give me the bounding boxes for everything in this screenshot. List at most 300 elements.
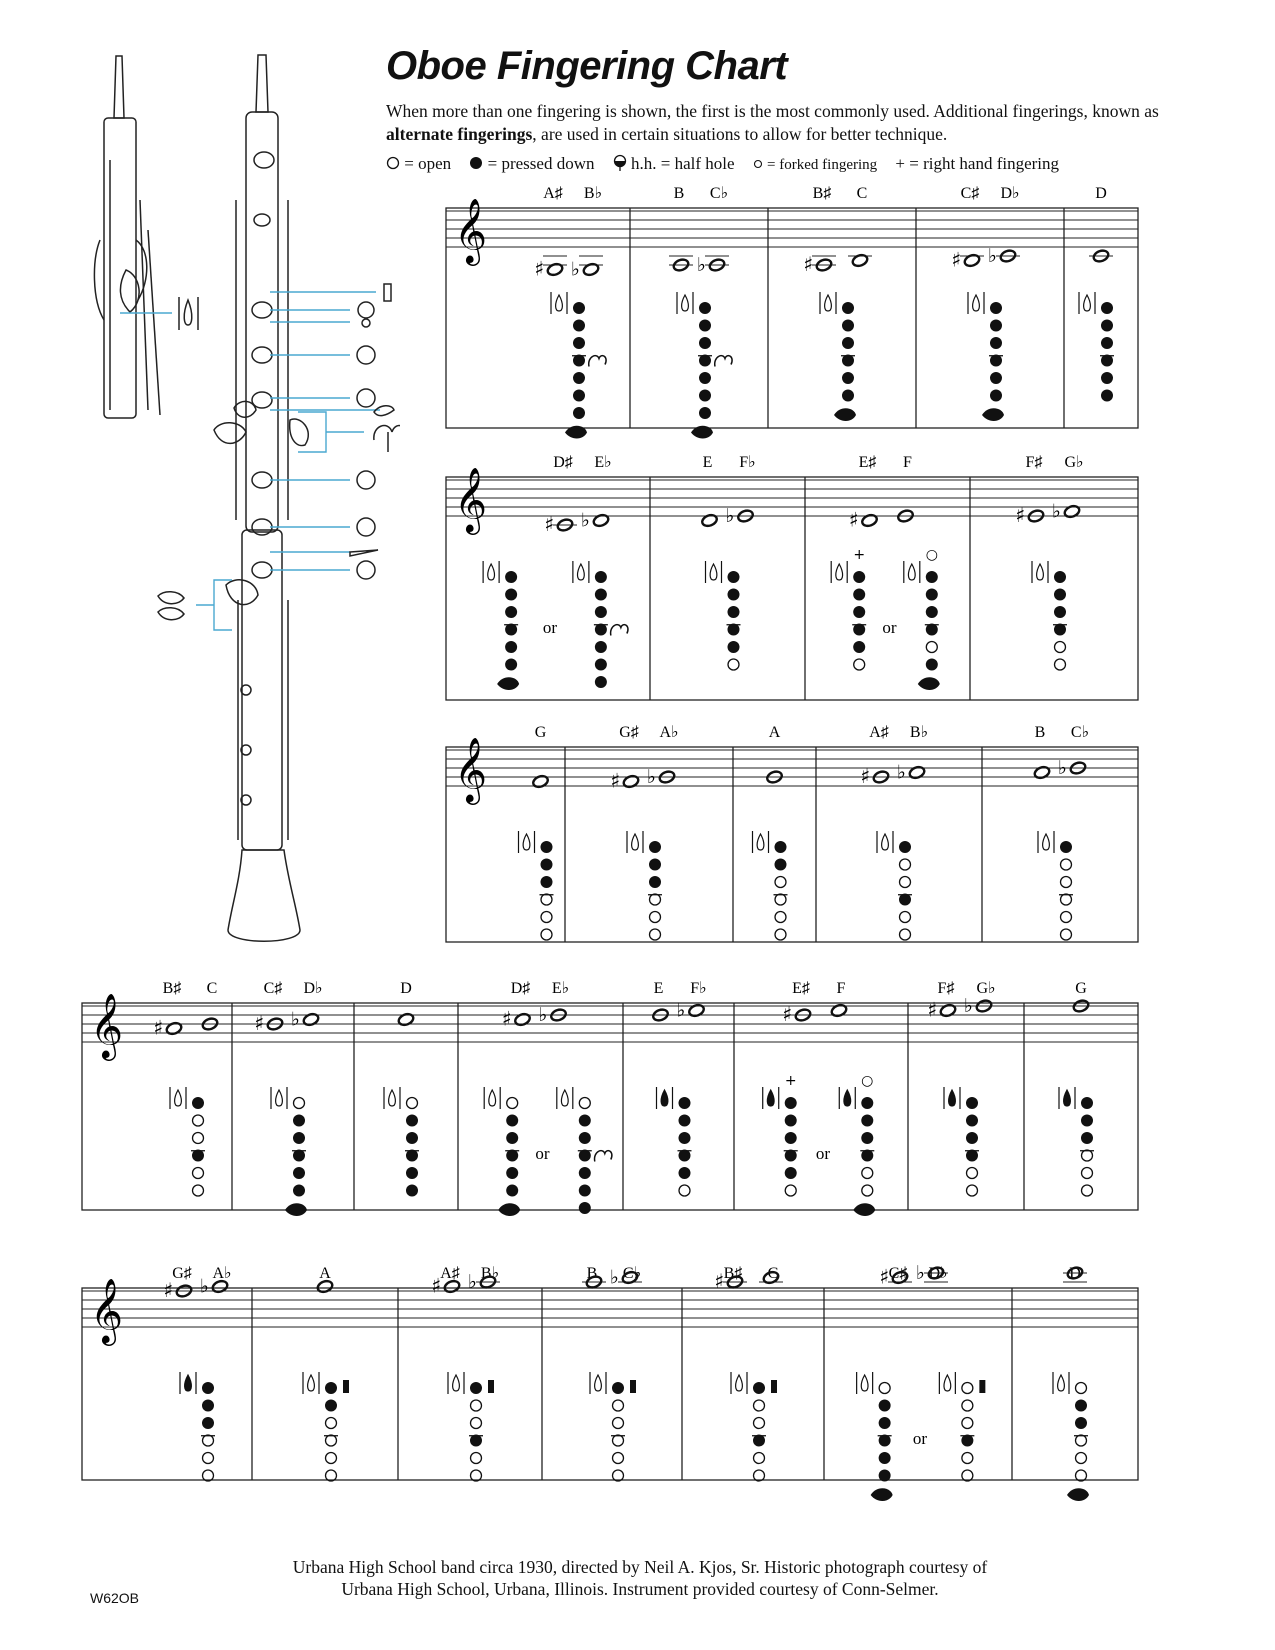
legend-pressed-label: = pressed down (487, 154, 595, 173)
pressed-hole (595, 659, 607, 671)
note-cell (650, 454, 756, 700)
open-hole (579, 1098, 590, 1109)
note-label: G♭ (1064, 454, 1084, 471)
octave-key-icon (595, 1375, 602, 1391)
open-hole (962, 1453, 973, 1464)
pressed-hole (406, 1132, 418, 1144)
pressed-hole (899, 894, 911, 906)
note-head (514, 1012, 532, 1027)
fingering-diagram (384, 1087, 419, 1197)
note-label: B (1034, 724, 1046, 741)
note-label: G (1075, 980, 1087, 997)
pressed-hole (1081, 1097, 1093, 1109)
open-hole (1076, 1470, 1087, 1481)
note-accidental: ♯ (534, 256, 544, 281)
note-label: F (836, 980, 846, 997)
open-hole (541, 912, 552, 923)
note-label: C♭ (622, 1265, 642, 1282)
open-hole (785, 1185, 796, 1196)
open-hole (326, 1435, 337, 1446)
octave-key-icon (488, 564, 495, 580)
fingering-diagram (753, 831, 788, 940)
low-key-icon (918, 677, 940, 690)
pressed-hole (853, 606, 865, 618)
treble-clef: 𝄞 (90, 993, 124, 1059)
fingering-mark: + (853, 547, 866, 563)
note-head (546, 262, 564, 277)
note-label: E (653, 980, 664, 997)
note-accidental: ♭ (697, 254, 706, 276)
octave-key-icon (1037, 564, 1044, 580)
pressed-hole (612, 1382, 624, 1394)
note-cell (519, 724, 554, 940)
pressed-hole (506, 1185, 518, 1197)
pressed-hole (406, 1167, 418, 1179)
treble-clef: 𝄞 (90, 1278, 124, 1344)
note-cell (252, 1265, 349, 1481)
octave-key-icon (949, 1090, 956, 1106)
open-hole (862, 1185, 873, 1196)
note-head (622, 774, 640, 789)
pressed-hole (879, 1452, 891, 1464)
fingering-diagram (557, 1087, 612, 1214)
pressed-hole (990, 320, 1002, 332)
pressed-hole (505, 589, 517, 601)
note-accidental: ♯ (544, 512, 554, 536)
note-label: B♭ (909, 724, 929, 741)
pressed-hole (775, 841, 787, 853)
octave-key-icon (661, 1090, 668, 1106)
pressed-hole (595, 676, 607, 688)
pressed-hole (842, 372, 854, 384)
pressed-hole (293, 1167, 305, 1179)
open-hole (1082, 1150, 1093, 1161)
pressed-hole (990, 390, 1002, 402)
note-head (1033, 765, 1051, 780)
octave-key-icon (308, 1375, 315, 1391)
pressed-hole (699, 320, 711, 332)
note-head (582, 262, 600, 277)
note-cell (542, 1265, 642, 1481)
open-hole (613, 1470, 624, 1481)
note-label: F♭ (690, 980, 707, 997)
open-hole (650, 929, 661, 940)
open-hole (294, 1098, 305, 1109)
pressed-hole (649, 841, 661, 853)
octave-key-icon (389, 1090, 396, 1106)
open-hole (962, 1400, 973, 1411)
note-accidental: ♯ (153, 1015, 163, 1040)
or-label: or (912, 1429, 928, 1448)
note-accidental: ♯ (860, 764, 870, 788)
pressed-hole (785, 1115, 797, 1127)
intro-text-part-2: , are used in certain situations to allow for better technique. (532, 124, 948, 144)
pressed-hole (926, 571, 938, 583)
open-hole (1055, 659, 1066, 670)
pressed-hole (966, 1150, 978, 1162)
note-accidental: ♯ (927, 997, 937, 1022)
open-hole (613, 1453, 624, 1464)
fingering-diagram (820, 292, 856, 421)
note-label: C (206, 980, 218, 997)
or-label: or (882, 618, 897, 637)
fingering-diagram (944, 1087, 979, 1196)
open-hole (854, 659, 865, 670)
open-hole (962, 1418, 973, 1429)
pressed-hole (679, 1167, 691, 1179)
pressed-hole (679, 1097, 691, 1109)
note-accidental: ♯ (803, 252, 813, 276)
note-label: B♭ (583, 185, 603, 202)
pressed-hole (573, 355, 585, 367)
pressed-hole (853, 571, 865, 583)
pressed-hole (699, 302, 711, 314)
octave-key-bar (630, 1380, 636, 1393)
fingering-diagram (573, 561, 628, 688)
octave-key-icon (1043, 834, 1050, 850)
note-label: A♭ (212, 1265, 232, 1282)
note-cell (630, 185, 732, 439)
octave-key-icon (276, 1090, 283, 1106)
pressed-hole (573, 302, 585, 314)
fingering-diagram (627, 831, 662, 940)
note-label: E♯ (858, 454, 877, 471)
pressed-hole (1054, 589, 1066, 601)
fingering-diagram (939, 1372, 985, 1481)
pressed-hole (785, 1132, 797, 1144)
octave-key-icon (523, 834, 530, 850)
note-label: D (400, 980, 412, 997)
octave-key-icon (882, 834, 889, 850)
octave-key-icon (767, 1090, 774, 1106)
pressed-hole (579, 1115, 591, 1127)
note-label: D♭ (303, 980, 323, 997)
pressed-hole (505, 641, 517, 653)
pressed-hole (573, 320, 585, 332)
open-hole (967, 1185, 978, 1196)
note-label: D (1095, 185, 1107, 202)
note-label: C♭ (1070, 724, 1090, 741)
open-hole (471, 1400, 482, 1411)
pressed-hole (966, 1097, 978, 1109)
note-head (908, 765, 926, 780)
open-hole (775, 929, 786, 940)
note-label: A♯ (869, 724, 889, 741)
note-head (688, 1003, 706, 1018)
note-label: D♯ (510, 980, 531, 997)
pressed-hole (505, 571, 517, 583)
open-hole (879, 1383, 890, 1394)
legend-open-label: = open (404, 154, 452, 173)
pressed-hole (990, 337, 1002, 349)
pressed-hole (192, 1097, 204, 1109)
open-hole (613, 1418, 624, 1429)
pressed-hole (842, 355, 854, 367)
pressed-hole (990, 372, 1002, 384)
fingering-diagram (303, 1372, 349, 1481)
pressed-hole (842, 320, 854, 332)
fingering-diagram (731, 1372, 777, 1481)
note-cell (982, 724, 1089, 942)
octave-key-icon (489, 1090, 496, 1106)
credit-line-2: Urbana High School, Urbana, Illinois. Instrument provided courtesy of Conn-Selmer. (341, 1579, 939, 1599)
note-accidental: ♯ (714, 1269, 724, 1293)
note-label: F♯ (1025, 454, 1043, 471)
note-head (532, 774, 550, 789)
open-hole (471, 1453, 482, 1464)
open-hole (541, 894, 552, 905)
octave-key-icon (944, 1375, 951, 1391)
pressed-hole (1101, 390, 1113, 402)
open-hole (900, 877, 911, 888)
fingering-mark: + (784, 1073, 797, 1089)
open-hole (203, 1470, 214, 1481)
pressed-hole (853, 641, 865, 653)
pressed-hole (861, 1132, 873, 1144)
low-key-icon (497, 677, 519, 690)
open-hole (1082, 1185, 1093, 1196)
pressed-hole (202, 1400, 214, 1412)
side-key-icon (589, 356, 606, 367)
pressed-hole (775, 859, 787, 871)
open-hole (193, 1115, 204, 1126)
note-label: B♯ (723, 1265, 743, 1282)
octave-key-icon (1064, 1090, 1071, 1106)
fingering-diagram (657, 1087, 692, 1196)
legend-forked-label: = forked fingering (767, 157, 878, 173)
note-accidental: ♯ (951, 247, 961, 272)
note-cell (970, 454, 1084, 700)
pressed-hole (406, 1150, 418, 1162)
open-hole (650, 894, 661, 905)
open-hole (1076, 1435, 1087, 1446)
fingering-diagram (1053, 1372, 1089, 1501)
note-label: D♭ (928, 1265, 948, 1282)
pressed-hole (679, 1150, 691, 1162)
low-key-icon (853, 1203, 875, 1216)
pressed-hole (926, 659, 938, 671)
pressed-hole (293, 1115, 305, 1127)
chart-row-1 (446, 185, 1138, 439)
note-accidental: ♭ (1058, 757, 1067, 779)
pressed-hole (470, 1382, 482, 1394)
fingering-diagram (706, 561, 741, 670)
open-hole (962, 1470, 973, 1481)
open-hole (1061, 859, 1072, 870)
fingering-diagram (877, 831, 912, 940)
pressed-hole (325, 1400, 337, 1412)
open-hole (1055, 642, 1066, 653)
open-hole (193, 1168, 204, 1179)
octave-key-icon (1058, 1375, 1065, 1391)
octave-key-icon (561, 1090, 568, 1106)
note-cell (682, 1265, 783, 1481)
octave-key-icon (1084, 295, 1091, 311)
open-hole (650, 912, 661, 923)
pressed-hole (1075, 1417, 1087, 1429)
pressed-hole (879, 1435, 891, 1447)
open-hole (1061, 912, 1072, 923)
fingering-mark: ○ (925, 547, 938, 563)
octave-key-icon (908, 564, 915, 580)
pressed-hole (699, 407, 711, 419)
note-label: F♭ (739, 454, 756, 471)
pressed-hole (699, 337, 711, 349)
pressed-hole (506, 1167, 518, 1179)
octave-key-icon (556, 295, 563, 311)
note-cell (163, 1265, 231, 1481)
fingering-diagram (170, 1087, 205, 1196)
note-label: F (903, 454, 912, 471)
pressed-hole (1060, 841, 1072, 853)
octave-key-icon (185, 1375, 192, 1391)
open-hole (775, 894, 786, 905)
open-hole (613, 1400, 624, 1411)
note-accidental: ♯ (163, 1278, 173, 1302)
note-accidental: ♭ (1052, 500, 1061, 523)
open-hole (775, 877, 786, 888)
treble-clef: 𝄞 (454, 737, 488, 803)
pressed-hole (595, 624, 607, 636)
note-head (1063, 504, 1081, 519)
fingering-diagram (590, 1372, 636, 1481)
or-label: or (542, 618, 558, 637)
pressed-hole (293, 1132, 305, 1144)
pressed-hole (728, 641, 740, 653)
fingering-diagram (831, 547, 866, 670)
octave-key-icon (861, 1375, 868, 1391)
pressed-hole (926, 624, 938, 636)
note-label: E♯ (792, 980, 810, 997)
chart-row-5 (82, 1262, 1138, 1501)
note-cell (816, 724, 928, 942)
open-hole (1076, 1453, 1087, 1464)
pressed-hole (579, 1167, 591, 1179)
pressed-hole (966, 1115, 978, 1127)
note-accidental: ♭ (988, 245, 997, 267)
pressed-hole (595, 606, 607, 618)
fingering-diagram (483, 561, 519, 690)
pressed-hole (649, 876, 661, 888)
open-hole (541, 929, 552, 940)
octave-key-icon (453, 1375, 460, 1391)
octave-key-icon (757, 834, 764, 850)
open-hole (754, 1400, 765, 1411)
note-label: C (856, 185, 868, 202)
open-hole (193, 1185, 204, 1196)
open-hole (193, 1133, 204, 1144)
open-hole (926, 642, 937, 653)
pressed-hole (202, 1382, 214, 1394)
fingering-diagram (1079, 292, 1114, 402)
pressed-hole (699, 390, 711, 402)
fingering-diagram (271, 1087, 307, 1216)
note-label: B (673, 185, 685, 202)
pressed-hole (899, 841, 911, 853)
note-accidental: ♯ (254, 1011, 264, 1035)
note-label: F♯ (937, 980, 955, 997)
pressed-hole (853, 589, 865, 601)
note-label: G (534, 724, 547, 741)
open-hole (1061, 877, 1072, 888)
pressed-hole (785, 1167, 797, 1179)
pressed-hole (506, 1150, 518, 1162)
octave-key-bar (771, 1380, 777, 1393)
pressed-hole (842, 337, 854, 349)
pressed-hole (961, 1435, 973, 1447)
side-key-icon (595, 1151, 612, 1162)
page-title: Oboe Fingering Chart (386, 44, 788, 88)
note-label: B♯ (812, 185, 832, 202)
pressed-hole (470, 1435, 482, 1447)
fingering-diagram (180, 1372, 215, 1481)
fingering-diagram (968, 292, 1004, 421)
note-accidental: ♯ (431, 1273, 441, 1298)
note-cell (805, 454, 940, 700)
or-label: or (535, 1144, 550, 1163)
fingering-diagram (448, 1372, 494, 1481)
side-key-icon (715, 356, 732, 367)
open-hole (900, 859, 911, 870)
pressed-hole (879, 1470, 891, 1482)
pressed-hole (879, 1417, 891, 1429)
octave-key-icon (973, 295, 980, 311)
note-accidental: ♯ (610, 768, 620, 793)
open-hole (1082, 1168, 1093, 1179)
note-cell (733, 724, 788, 942)
note-accidental: ♭ (291, 1008, 300, 1031)
note-cell (768, 185, 872, 428)
pressed-hole (573, 407, 585, 419)
open-hole (728, 659, 739, 670)
note-label: D♭ (1000, 185, 1020, 202)
low-key-icon (285, 1203, 307, 1216)
fingering-diagram (1038, 831, 1073, 940)
note-label: E♭ (594, 454, 612, 471)
pressed-hole (579, 1150, 591, 1162)
note-accidental: ♭ (647, 766, 656, 788)
pressed-hole (202, 1417, 214, 1429)
legend-right-hand: + = right hand fingering (895, 154, 1060, 173)
pressed-hole (728, 606, 740, 618)
pressed-hole (573, 337, 585, 349)
open-hole (471, 1418, 482, 1429)
photo-credit (150, 1556, 1130, 1600)
chart-row-3 (446, 724, 1138, 942)
pressed-hole (506, 1115, 518, 1127)
note-accidental: ♯ (1015, 503, 1025, 527)
pressed-hole (990, 355, 1002, 367)
note-accidental: ♭ (538, 1004, 548, 1026)
open-hole (613, 1435, 624, 1446)
note-label: G♯ (619, 724, 639, 741)
octave-key-icon (836, 564, 843, 580)
note-accidental: ♭ (581, 509, 590, 532)
pressed-hole (573, 390, 585, 402)
chart-row-4 (82, 980, 1138, 1216)
note-label: C♯ (960, 185, 980, 202)
pressed-hole (505, 606, 517, 618)
treble-clef: 𝄞 (454, 198, 488, 264)
pressed-hole (699, 372, 711, 384)
pressed-hole (1101, 372, 1113, 384)
pressed-hole (728, 589, 740, 601)
open-hole (326, 1470, 337, 1481)
pressed-hole (861, 1097, 873, 1109)
pressed-hole (1075, 1400, 1087, 1412)
row-frame (82, 1003, 1138, 1210)
note-head (302, 1012, 320, 1027)
